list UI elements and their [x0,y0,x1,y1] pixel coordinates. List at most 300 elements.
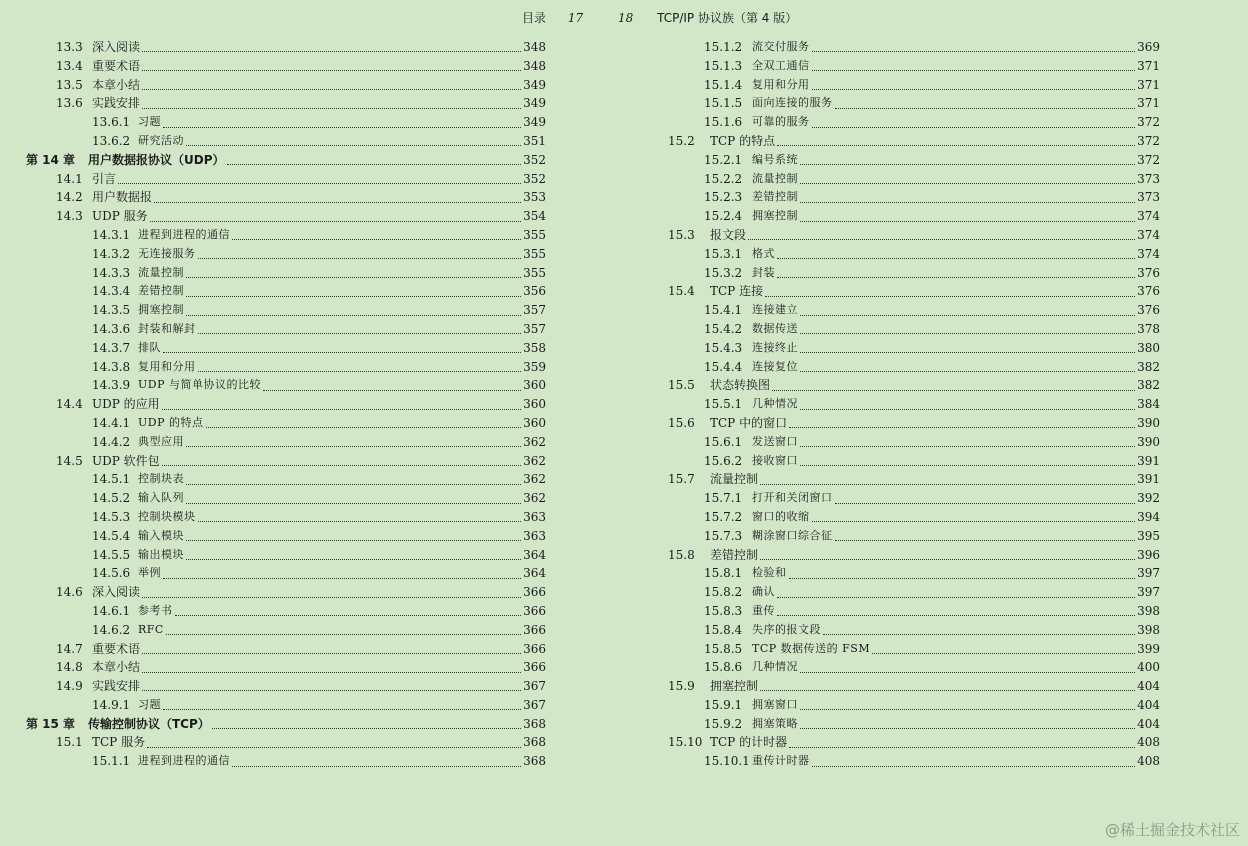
entry-number: 14.2 [56,190,83,205]
entry-number: 14.9 [56,679,83,694]
leader-dots [186,314,521,316]
entry-number: 14.3.6 [92,321,131,336]
entry-number: 15.7 [668,472,695,487]
entry-title: 失序的报文段 [752,622,821,636]
leader-dots [186,295,521,297]
entry-page-number: 398 [1137,622,1160,637]
entry-number: 15.9.1 [704,697,743,712]
entry-page-number: 357 [523,303,546,318]
entry-page-number: 352 [523,171,546,186]
leader-dots [800,370,1135,372]
toc-entry [26,188,546,207]
leader-dots [198,332,522,334]
entry-number: 14.5.4 [92,528,131,543]
entry-number: 15.2.4 [704,209,743,224]
toc-entry [26,245,546,264]
toc-entry [664,57,1160,76]
leader-dots [800,408,1135,410]
entry-number: 13.6 [56,96,83,111]
entry-page-number: 394 [1137,509,1160,524]
leader-dots [118,182,521,184]
toc-entry [26,113,546,132]
toc-entry [26,433,546,452]
entry-page-number: 372 [1137,115,1160,130]
entry-page-number: 362 [523,472,546,487]
entry-title: 控制块表 [138,472,184,486]
toc-entry [26,715,546,734]
entry-number: 15.2.3 [704,190,743,205]
entry-title: 糊涂窗口综合征 [752,528,833,542]
entry-title: 用户数据报协议（UDP） [88,152,225,167]
toc-entry [664,489,1160,508]
leader-dots [142,596,521,598]
leader-dots [872,652,1135,654]
entry-page-number: 374 [1137,209,1160,224]
toc-entry [26,376,546,395]
entry-page-number: 399 [1137,641,1160,656]
entry-title: 引言 [92,171,117,186]
entry-number: 14.4.1 [92,415,131,430]
entry-page-number: 354 [523,209,546,224]
toc-entry [664,170,1160,189]
entry-page-number: 366 [523,585,546,600]
entry-page-number: 366 [523,660,546,675]
entry-number: 15.8.5 [704,641,743,656]
leader-dots [812,69,1136,71]
entry-number: 14.6.2 [92,622,131,637]
toc-entry [26,621,546,640]
entry-page-number: 356 [523,284,546,299]
entry-number: 15.8.3 [704,603,743,618]
entry-number: 14.3.1 [92,227,131,242]
leader-dots [812,88,1136,90]
leader-dots [789,426,1135,428]
entry-page-number: 348 [523,58,546,73]
entry-page-number: 358 [523,340,546,355]
entry-number: 15.10 [668,735,703,750]
entry-number: 14.6 [56,585,83,600]
entry-title: TCP 的特点 [710,133,776,148]
toc-entry [26,94,546,113]
entry-number: 第 14 章 [26,152,76,167]
toc-entry [26,282,546,301]
entry-number: 13.5 [56,77,83,92]
leader-dots [186,144,521,146]
entry-title: 本章小结 [92,77,141,92]
toc-entry [664,621,1160,640]
entry-page-number: 367 [523,697,546,712]
entry-title: 编号系统 [752,152,798,166]
entry-number: 14.4 [56,397,83,412]
entry-title: 拥塞控制 [138,303,184,317]
toc-entry [664,470,1160,489]
toc-entry [26,151,546,170]
entry-page-number: 349 [523,96,546,111]
entry-number: 15.9.2 [704,716,743,731]
entry-number: 15.3.1 [704,246,743,261]
toc-entry [26,658,546,677]
toc-entry [26,395,546,414]
entry-page-number: 373 [1137,171,1160,186]
toc-entry [26,564,546,583]
entry-title: 检验和 [752,566,787,580]
toc-entry [664,414,1160,433]
entry-page-number: 371 [1137,96,1160,111]
entry-title: 重要术语 [92,58,141,73]
toc-entry [26,339,546,358]
entry-title: 差错控制 [138,284,184,298]
leader-dots [150,220,521,222]
leader-dots [800,182,1135,184]
entry-number: 15.1.6 [704,115,743,130]
entry-page-number: 363 [523,509,546,524]
toc-entry [664,282,1160,301]
entry-number: 15.3.2 [704,265,743,280]
toc-entry [664,226,1160,245]
entry-page-number: 373 [1137,190,1160,205]
entry-page-number: 368 [523,716,546,731]
entry-number: 15.4.4 [704,359,743,374]
header-title: TCP/IP 协议族（第 4 版） [657,11,798,25]
toc-entry [664,546,1160,565]
leader-dots [835,107,1136,109]
entry-number: 14.9.1 [92,697,131,712]
toc-entry [26,76,546,95]
right-page [600,0,1248,846]
entry-title: TCP 数据传送的 FSM [752,641,871,655]
toc-entry [26,132,546,151]
leader-dots [812,50,1136,52]
entry-number: 14.3.9 [92,378,131,393]
entry-number: 15.7.3 [704,528,743,543]
leader-dots [198,257,522,259]
entry-number: 15.8 [668,547,695,562]
toc-entry [664,583,1160,602]
toc-entry [664,76,1160,95]
toc-entry [664,733,1160,752]
entry-page-number: 374 [1137,227,1160,242]
toc-entry [26,527,546,546]
leader-dots [142,671,521,673]
entry-title: TCP 的计时器 [710,735,788,750]
entry-number: 14.1 [56,171,83,186]
toc-entry [26,546,546,565]
entry-number: 14.5.1 [92,472,131,487]
entry-title: 重传计时器 [752,754,810,768]
entry-page-number: 364 [523,566,546,581]
entry-number: 14.3.7 [92,340,131,355]
entry-number: 15.3 [668,227,695,242]
toc-entry [26,677,546,696]
leader-dots [765,295,1135,297]
entry-title: 差错控制 [752,190,798,204]
entry-title: 典型应用 [138,434,184,448]
entry-number: 14.5.5 [92,547,131,562]
leader-dots [789,577,1136,579]
leader-dots [175,614,522,616]
entry-title: 流量控制 [138,265,184,279]
leader-dots [232,238,521,240]
entry-title: 流交付服务 [752,40,810,53]
entry-page-number: 374 [1137,246,1160,261]
entry-title: 输出模块 [138,547,184,561]
entry-title: 几种情况 [752,397,798,411]
entry-page-number: 408 [1137,735,1160,750]
entry-title: 几种情况 [752,660,798,674]
entry-number: 15.1 [56,735,83,750]
entry-page-number: 376 [1137,303,1160,318]
entry-title: 面向连接的服务 [752,96,833,110]
leader-dots [800,220,1135,222]
leader-dots [772,389,1135,391]
leader-dots [154,201,521,203]
entry-page-number: 376 [1137,265,1160,280]
entry-number: 13.4 [56,58,83,73]
entry-page-number: 353 [523,190,546,205]
leader-dots [800,727,1135,729]
entry-number: 15.1.5 [704,96,743,111]
entry-title: 封装和解封 [138,321,196,335]
entry-page-number: 371 [1137,77,1160,92]
entry-title: 流量控制 [752,171,798,185]
toc-entry [664,339,1160,358]
entry-title: 参考书 [138,603,173,617]
entry-title: 确认 [752,585,775,599]
entry-title: 拥塞控制 [752,209,798,223]
entry-page-number: 404 [1137,697,1160,712]
entry-number: 14.4.2 [92,434,131,449]
entry-page-number: 368 [523,754,546,769]
entry-page-number: 369 [1137,40,1160,54]
entry-page-number: 355 [523,246,546,261]
entry-page-number: 396 [1137,547,1160,562]
entry-page-number: 397 [1137,566,1160,581]
toc-entry [26,264,546,283]
toc-entry [664,264,1160,283]
entry-title: TCP 服务 [92,735,146,750]
entry-title: 进程到进程的通信 [138,754,230,768]
leader-dots [800,445,1135,447]
entry-title: 重要术语 [92,641,141,656]
entry-title: UDP 服务 [92,209,148,224]
entry-title: TCP 连接 [710,284,764,299]
entry-number: 14.3.4 [92,284,131,299]
toc-entry [664,358,1160,377]
entry-number: 14.8 [56,660,83,675]
toc-entry [664,207,1160,226]
leader-dots [142,689,521,691]
toc-entry [664,38,1160,57]
entry-title: 习题 [138,697,161,711]
entry-number: 15.1.1 [92,754,131,769]
entry-number: 14.3 [56,209,83,224]
toc-entry [26,301,546,320]
leader-dots [777,614,1135,616]
entry-page-number: 404 [1137,679,1160,694]
entry-number: 14.3.2 [92,246,131,261]
entry-page-number: 349 [523,115,546,130]
entry-title: 输入队列 [138,491,184,505]
entry-page-number: 408 [1137,754,1160,769]
entry-page-number: 359 [523,359,546,374]
toc-entry [26,752,546,771]
leader-dots [835,502,1136,504]
leader-dots [777,144,1135,146]
leader-dots [163,708,521,710]
leader-dots [198,520,522,522]
entry-page-number: 380 [1137,340,1160,355]
entry-page-number: 366 [523,603,546,618]
entry-page-number: 371 [1137,58,1160,73]
leader-dots [800,314,1135,316]
entry-title: 本章小结 [92,660,141,675]
entry-page-number: 376 [1137,284,1160,299]
page-header [522,9,583,26]
entry-title: 拥塞控制 [710,679,759,694]
toc-entry [664,677,1160,696]
entry-title: 连接终止 [752,340,798,354]
toc-entry [26,38,546,57]
entry-page-number: 349 [523,77,546,92]
entry-number: 14.7 [56,641,83,656]
entry-page-number: 360 [523,397,546,412]
toc-entry [26,470,546,489]
leader-dots [777,257,1135,259]
entry-page-number: 364 [523,547,546,562]
entry-number: 14.5.6 [92,566,131,581]
entry-number: 13.3 [56,40,83,54]
entry-number: 14.3.5 [92,303,131,318]
toc-entry [664,752,1160,771]
toc-entry [26,226,546,245]
entry-number: 15.6.1 [704,434,743,449]
entry-number: 15.4.1 [704,303,743,318]
entry-title: 控制块模块 [138,509,196,523]
entry-page-number: 360 [523,378,546,393]
leader-dots [812,126,1136,128]
toc-entry [664,640,1160,659]
entry-page-number: 391 [1137,472,1160,487]
entry-title: 可靠的服务 [752,115,810,129]
entry-title: 复用和分用 [138,359,196,373]
leader-dots [263,389,521,391]
entry-number: 14.3.3 [92,265,131,280]
leader-dots [142,652,521,654]
entry-page-number: 368 [523,735,546,750]
leader-dots [186,276,521,278]
leader-dots [823,633,1135,635]
leader-dots [163,126,521,128]
entry-page-number: 362 [523,491,546,506]
leader-dots [777,276,1135,278]
entry-title: 研究活动 [138,133,184,147]
entry-number: 14.5 [56,453,83,468]
leader-dots [206,426,522,428]
leader-dots [198,370,522,372]
leader-dots [812,765,1136,767]
toc-entry [26,170,546,189]
entry-page-number: 390 [1137,415,1160,430]
entry-number: 15.6.2 [704,453,743,468]
entry-number: 13.6.1 [92,115,131,130]
toc-entry [26,358,546,377]
toc-entry [26,57,546,76]
entry-title: RFC [138,622,164,636]
toc-entry [664,376,1160,395]
toc-entry [664,188,1160,207]
entry-page-number: 355 [523,227,546,242]
page-number: 17 [567,11,584,25]
entry-title: 实践安排 [92,679,141,694]
leader-dots [760,483,1135,485]
leader-dots [162,408,521,410]
entry-number: 15.8.4 [704,622,743,637]
toc-entry [664,245,1160,264]
page-header [618,9,797,26]
entry-title: 接收窗口 [752,453,798,467]
left-page [0,0,600,846]
entry-page-number: 404 [1137,716,1160,731]
entry-title: 全双工通信 [752,58,810,72]
leader-dots [186,558,521,560]
leader-dots [166,633,521,635]
entry-page-number: 384 [1137,397,1160,412]
toc-entry [26,508,546,527]
leader-dots [789,746,1135,748]
entry-title: UDP 软件包 [92,453,160,468]
entry-title: 排队 [138,340,161,354]
entry-page-number: 397 [1137,585,1160,600]
entry-page-number: 360 [523,415,546,430]
entry-title: 深入阅读 [92,40,141,54]
leader-dots [162,464,521,466]
entry-number: 15.8.6 [704,660,743,675]
entry-number: 15.1.4 [704,77,743,92]
entry-number: 15.4.2 [704,321,743,336]
entry-number: 15.9 [668,679,695,694]
entry-title: 数据传送 [752,321,798,335]
toc-entry [26,733,546,752]
toc-entry [664,602,1160,621]
entry-title: 复用和分用 [752,77,810,91]
toc-entry [664,527,1160,546]
toc-entry [664,452,1160,471]
watermark: @稀土掘金技术社区 [1104,821,1240,839]
leader-dots [800,351,1135,353]
entry-title: UDP 的应用 [92,397,160,412]
entry-number: 15.4 [668,284,695,299]
leader-dots [800,332,1135,334]
entry-title: 流量控制 [710,472,759,487]
leader-dots [812,520,1136,522]
entry-page-number: 395 [1137,528,1160,543]
toc-entry [26,696,546,715]
toc-entry [26,320,546,339]
toc-entry [664,433,1160,452]
entry-number: 15.1.3 [704,58,743,73]
entry-title: 打开和关闭窗口 [752,491,833,505]
entry-number: 15.5.1 [704,397,743,412]
leader-dots [212,727,521,729]
entry-number: 15.2.1 [704,152,743,167]
entry-page-number: 391 [1137,453,1160,468]
toc-entry [664,715,1160,734]
toc-entry [26,640,546,659]
toc-entry [664,564,1160,583]
toc-list [26,38,546,771]
entry-title: 报文段 [710,227,747,242]
entry-page-number: 367 [523,679,546,694]
